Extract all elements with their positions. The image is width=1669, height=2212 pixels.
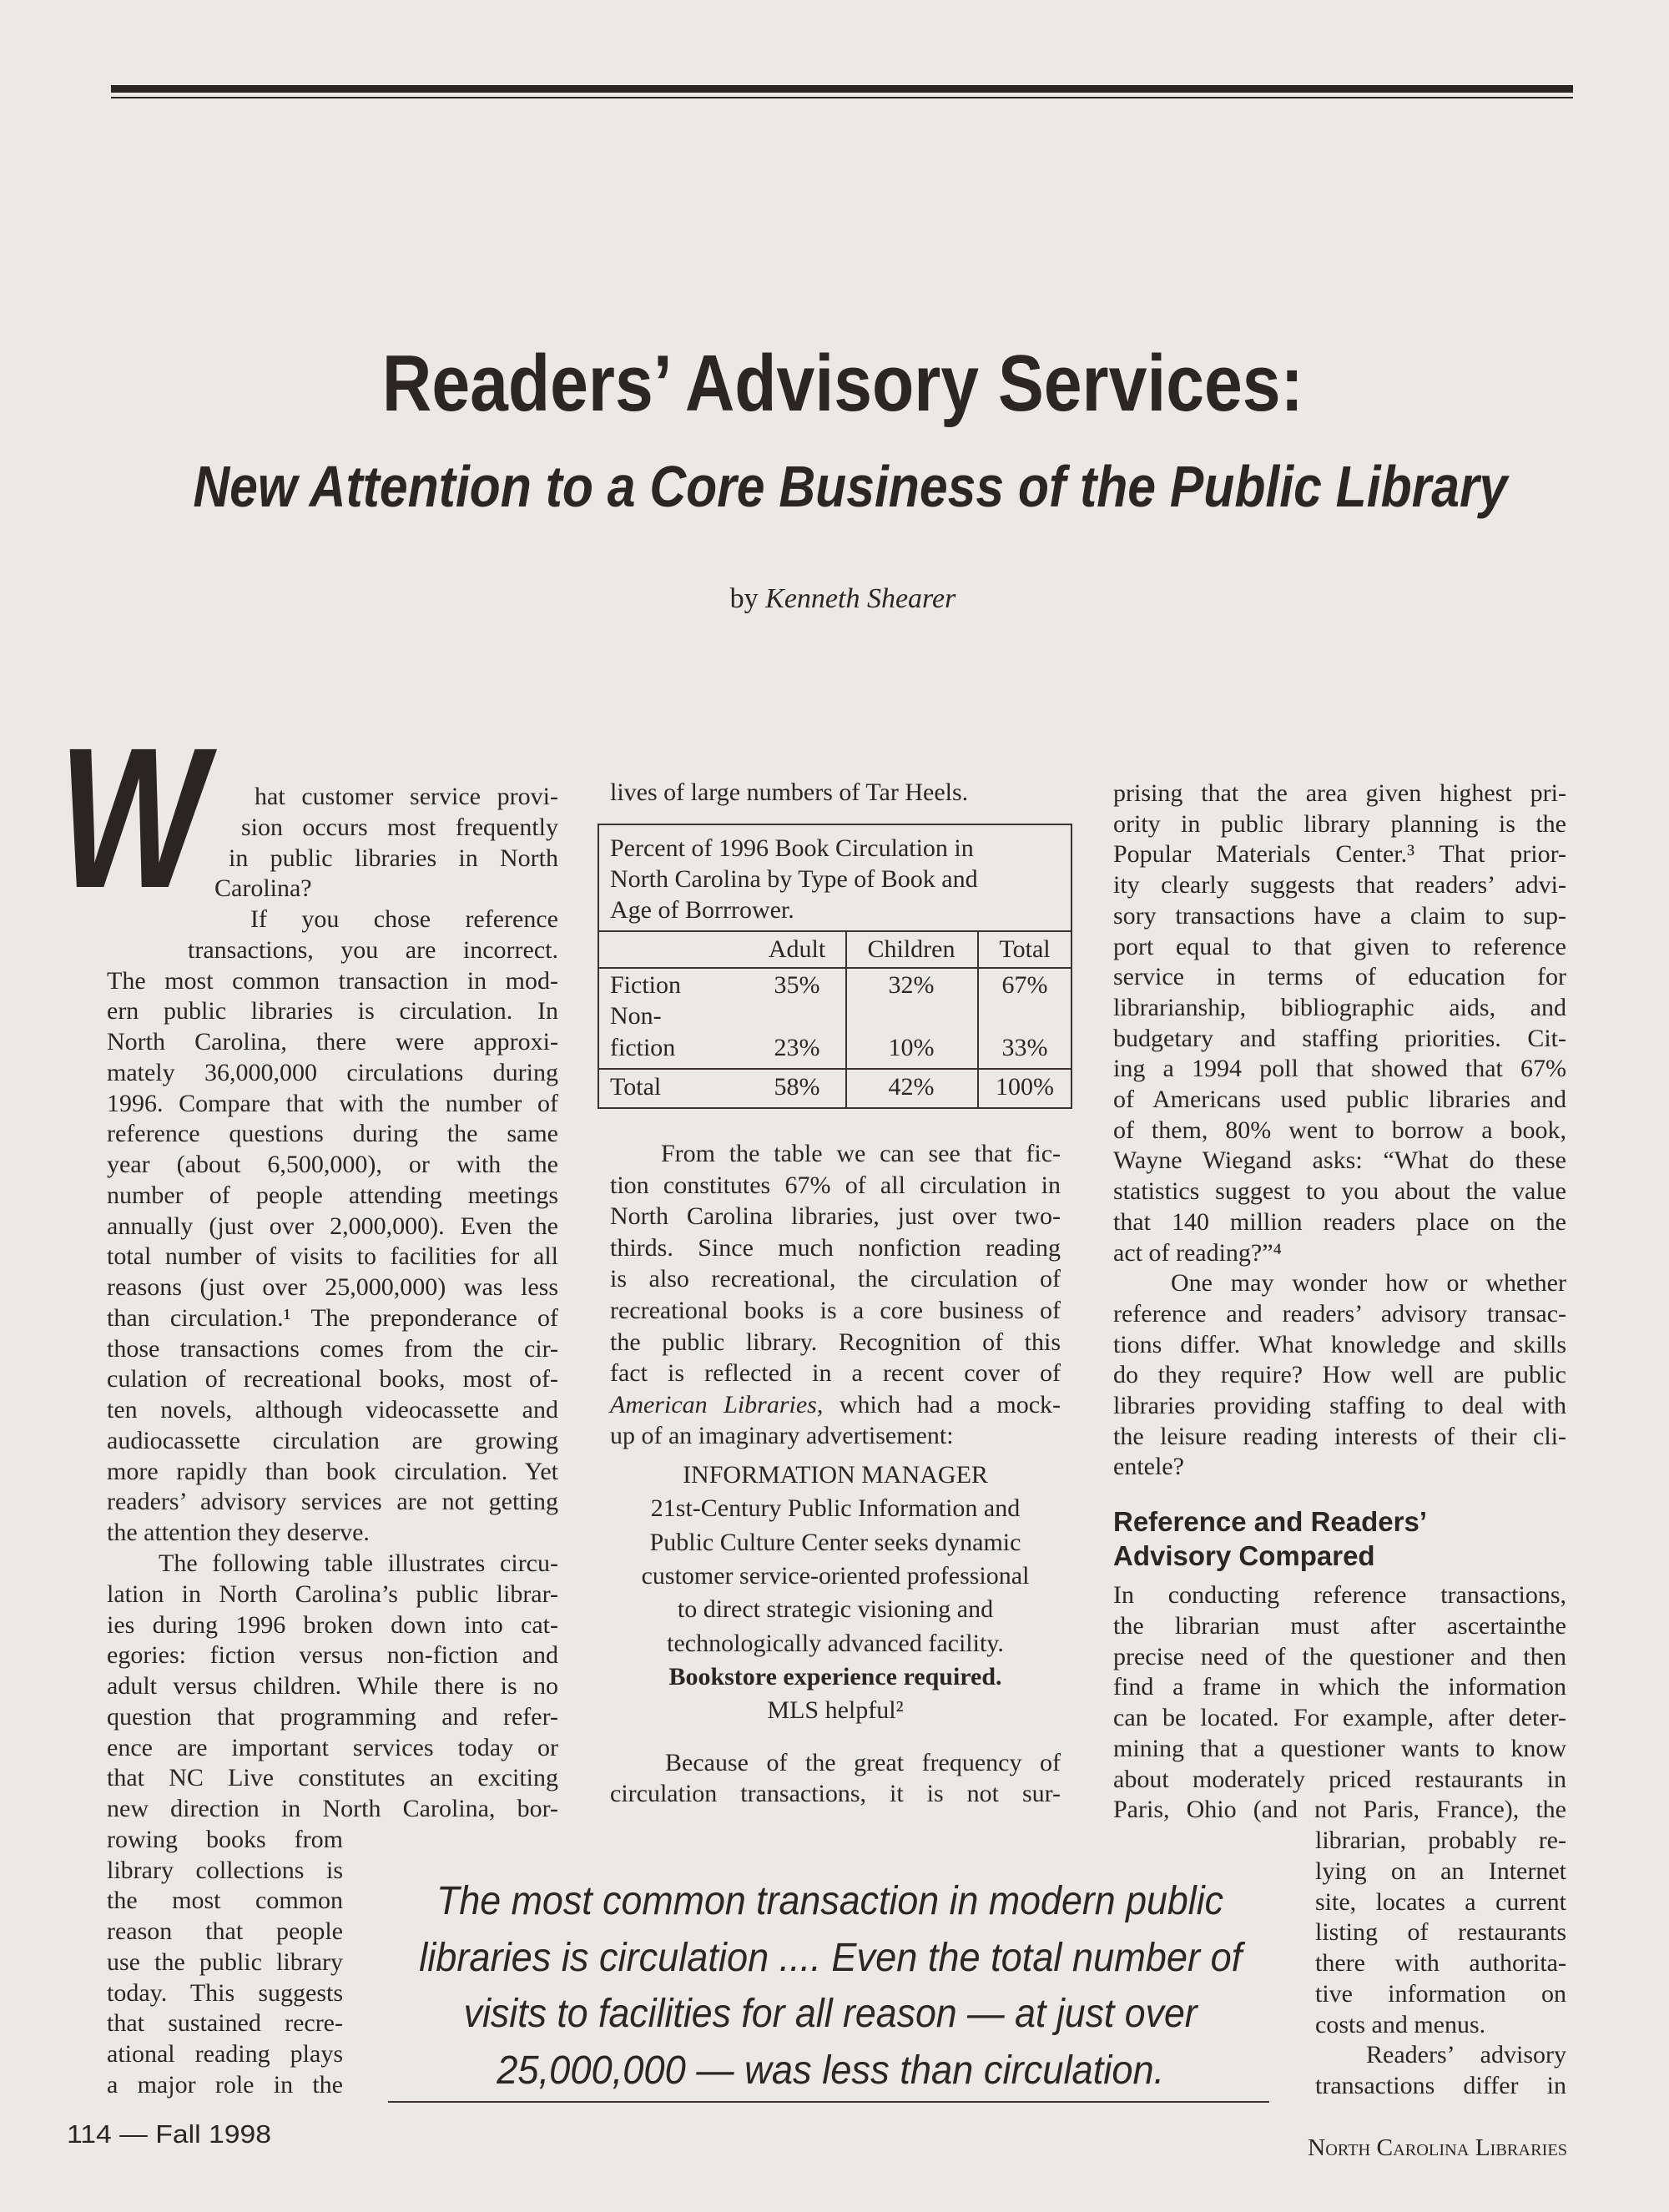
table-cell: 58% [774, 1073, 820, 1101]
text-line: ity clearly suggests that readers’ advi- [1113, 871, 1566, 899]
text-line: listing of restaurants [1315, 1918, 1566, 1947]
text-line: lation in North Carolina’s public librar- [107, 1580, 558, 1608]
text-line [610, 1390, 1061, 1420]
text-line: readers’ advisory services are not getting [107, 1488, 558, 1516]
text-line: that 140 million readers place on the [1113, 1207, 1566, 1236]
text-line: to direct strategic visioning and [677, 1595, 994, 1624]
text-line: more rapidly than book circulation. Yet [107, 1457, 558, 1485]
text-line: find a frame in which the information [1113, 1673, 1566, 1701]
text-line: librarianship, bibliographic aids, and [1113, 993, 1566, 1021]
text-line: fact is reflected in a recent cover of [610, 1359, 1061, 1388]
text-line: statistics suggest to you about the value [1113, 1177, 1566, 1206]
text-line: recreational books is a core business of [610, 1297, 1061, 1324]
text-line: If you chose reference [250, 905, 558, 934]
text-span: , which had a mock- [816, 1390, 1061, 1418]
text-line: reference questions during the same [107, 1120, 558, 1148]
byline [668, 582, 1018, 617]
text-line: Public Culture Center seeks dynamic [649, 1528, 1021, 1556]
text-line: of them, 80% went to borrow a book, [1113, 1116, 1566, 1144]
table-caption-line: Percent of 1996 Book Circulation in [610, 834, 974, 862]
text-line: reasons (just over 25,000,000) was less [107, 1273, 558, 1302]
text-line: use the public library [107, 1947, 343, 1976]
pull-quote-line [359, 1989, 1302, 2039]
text-line: there with authorita- [1315, 1949, 1566, 1977]
page-number-date: 114 — Fall 1998 [67, 2119, 271, 2149]
text-line: do they require? How well are public [1113, 1361, 1566, 1389]
article-subtitle-wrap [92, 451, 1594, 522]
text-line: ational reading plays [107, 2040, 343, 2068]
text-line: of Americans used public libraries and [1113, 1086, 1566, 1113]
text-line: The following table illustrates circu- [159, 1549, 558, 1577]
table-cell: 100% [996, 1073, 1054, 1101]
text-line: the librarian must after ascertainthe [1113, 1611, 1566, 1640]
text-line: that sustained recre- [107, 2009, 343, 2038]
table-row-label: Non- [610, 1002, 662, 1030]
circulation-table [598, 824, 1072, 1109]
text-line: librarian, probably re- [1315, 1827, 1566, 1854]
text-line: the leisure reading interests of their cli- [1113, 1422, 1566, 1450]
text-line: lives of large numbers of Tar Heels. [610, 778, 969, 806]
text-line: tion constitutes 67% of all circulation in [610, 1171, 1061, 1199]
header-rule-thick [111, 85, 1573, 93]
text-line: Carolina? [214, 874, 312, 903]
table-cell: 10% [888, 1034, 935, 1061]
text-line: 21st-Century Public Information and [650, 1494, 1021, 1523]
text-line: ing a 1994 poll that showed that 67% [1113, 1055, 1566, 1083]
table-header-adult: Adult [768, 935, 826, 963]
text-line: thirds. Since much nonfiction reading [610, 1233, 1061, 1262]
table-row-label: Total [610, 1073, 662, 1101]
article-subtitle: New Attention to a Core Business of the Public Library [193, 454, 1508, 519]
text-line: a major role in the [107, 2070, 343, 2099]
table-cell: 33% [1001, 1034, 1048, 1061]
pull-quote-text: libraries is circulation .... Even the total number of [418, 1936, 1242, 1980]
text-line: From the table we can see that fic- [661, 1140, 1061, 1167]
italic-title: American Libraries [610, 1390, 817, 1418]
table-row-label: fiction [610, 1034, 676, 1061]
text-line: mately 36,000,000 circulations during [107, 1058, 558, 1086]
text-line: INFORMATION MANAGER [683, 1461, 988, 1489]
text-line: those transactions comes from the cir- [107, 1334, 558, 1363]
text-line: Popular Materials Center.³ That prior- [1113, 840, 1566, 869]
text-line: up of an imaginary advertisement: [610, 1422, 954, 1450]
section-heading-line: Advisory Compared [1113, 1540, 1375, 1571]
text-line: the attention they deserve. [107, 1519, 370, 1547]
table-row-label: Fiction [610, 971, 682, 999]
text-line: budgetary and staffing priorities. Cit- [1113, 1024, 1566, 1052]
text-line: culation of recreational books, most of- [107, 1365, 558, 1393]
section-heading-line: Reference and Readers’ [1113, 1506, 1428, 1537]
text-line: rowing books from [107, 1825, 343, 1853]
pull-quote-rule [388, 2101, 1269, 2103]
text-line: sory transactions have a claim to sup- [1113, 901, 1566, 930]
text-line: One may wonder how or whether [1171, 1269, 1566, 1297]
text-line: in public libraries in North [229, 844, 558, 872]
text-line: MLS helpful² [767, 1696, 904, 1725]
text-line: total number of visits to facilities for all [107, 1242, 558, 1271]
table-cell: 35% [774, 971, 820, 999]
text-line: North Carolina libraries, just over two- [610, 1202, 1061, 1231]
text-line: Bookstore experience required. [668, 1662, 1002, 1690]
text-line: customer service-oriented professional [641, 1561, 1030, 1590]
text-line: library collections is [107, 1856, 343, 1884]
text-line: adult versus children. While there is no [107, 1672, 558, 1701]
table-header-children: Children [867, 935, 956, 963]
table-divider [599, 967, 1071, 969]
text-line: circulation transactions, it is not sur- [610, 1780, 1061, 1807]
text-line: question that programming and refer- [107, 1702, 558, 1731]
text-line: new direction in North Carolina, bor- [107, 1795, 558, 1823]
text-line: that NC Live constitutes an exciting [107, 1764, 558, 1792]
header-rule-thin [111, 97, 1573, 98]
table-col-divider [845, 930, 847, 1107]
text-line: ence are important services today or [107, 1733, 558, 1761]
text-line: act of reading?”⁴ [1113, 1238, 1283, 1267]
table-divider [599, 1068, 1071, 1070]
text-line: transactions differ in [1315, 2072, 1566, 2099]
pull-quote-line [359, 1877, 1302, 1927]
text-line: technologically advanced facility. [667, 1629, 1004, 1657]
text-line: ies during 1996 broken down into cat- [107, 1610, 558, 1639]
pull-quote-text: The most common transaction in modern public [436, 1879, 1224, 1923]
pull-quote-line [359, 2046, 1302, 2096]
text-line: egories: fiction versus non-fiction and [107, 1641, 558, 1670]
text-line: today. This suggests [107, 1978, 343, 2007]
byline-prefix: by [729, 583, 759, 614]
text-line: year (about 6,500,000), or with the [107, 1151, 558, 1179]
text-line: tions differ. What knowledge and skills [1113, 1330, 1566, 1358]
text-line: ority in public library planning is the [1113, 809, 1566, 838]
text-line: than circulation.¹ The preponderance of [107, 1303, 558, 1332]
text-line: reason that people [107, 1917, 343, 1946]
text-line: hat customer service provi- [255, 783, 558, 810]
text-line: 1996. Compare that with the number of [107, 1089, 558, 1117]
table-cell: 67% [1001, 971, 1048, 999]
text-line: Paris, Ohio (and not Paris, France), the [1113, 1796, 1566, 1824]
text-line: can be located. For example, after deter- [1113, 1704, 1566, 1731]
text-line: sion occurs most frequently [241, 813, 558, 841]
pull-quote-text: 25,000,000 — was less than circulation. [496, 2048, 1164, 2093]
text-line: reference and readers’ advisory transac- [1113, 1299, 1566, 1328]
publication-name: North Carolina Libraries [1308, 2134, 1567, 2161]
text-line: The most common transaction in mod- [107, 966, 558, 995]
text-line: number of people attending meetings [107, 1181, 558, 1209]
text-line: Wayne Wiegand asks: “What do these [1113, 1146, 1566, 1175]
text-line: libraries providing staffing to deal with [1113, 1392, 1566, 1419]
text-line: tive information on [1315, 1979, 1566, 2008]
table-divider [599, 930, 1071, 932]
text-line: the public library. Recognition of this [610, 1328, 1061, 1356]
table-cell: 42% [888, 1073, 935, 1101]
text-line: costs and menus. [1315, 2010, 1486, 2038]
text-line: ten novels, although videocassette and [107, 1396, 558, 1424]
table-cell: 32% [888, 971, 935, 999]
text-line: mining that a questioner wants to know [1113, 1734, 1566, 1762]
text-line: precise need of the questioner and then [1113, 1642, 1566, 1670]
text-line: service in terms of education for [1113, 963, 1566, 991]
table-col-divider [977, 930, 979, 1107]
text-line: site, locates a current [1315, 1887, 1566, 1916]
text-line: annually (just over 2,000,000). Even the [107, 1212, 558, 1240]
text-line: transactions, you are incorrect. [188, 935, 558, 964]
text-line: In conducting reference transactions, [1113, 1581, 1566, 1609]
text-line: entele? [1113, 1453, 1184, 1481]
text-line: about moderately priced restaurants in [1113, 1765, 1566, 1793]
text-line: audiocassette circulation are growing [107, 1426, 558, 1454]
text-line: the most common [107, 1887, 343, 1915]
text-line: Because of the great frequency of [665, 1749, 1061, 1776]
text-line: port equal to that given to reference [1113, 932, 1566, 960]
article-title-wrap [217, 338, 1469, 430]
article-title: Readers’ Advisory Services: [382, 339, 1303, 428]
table-caption-line: North Carolina by Type of Book and [610, 865, 978, 893]
text-line: Readers’ advisory [1366, 2041, 1566, 2069]
table-caption-line: Age of Borrrower. [610, 896, 794, 924]
text-line: lying on an Internet [1315, 1857, 1566, 1885]
drop-cap: W [58, 706, 206, 930]
text-line: North Carolina, there were approxi- [107, 1028, 558, 1056]
table-header-total: Total [999, 935, 1051, 963]
text-line: prising that the area given highest pri- [1113, 779, 1566, 807]
pull-quote-line [359, 1933, 1302, 1983]
text-line: is also recreational, the circulation of [610, 1265, 1061, 1293]
author-name: Kenneth Shearer [765, 583, 956, 614]
table-cell: 23% [774, 1034, 820, 1061]
pull-quote-text: visits to facilities for all reason — at just over [463, 1992, 1198, 2036]
text-line: ern public libraries is circulation. In [107, 997, 558, 1025]
